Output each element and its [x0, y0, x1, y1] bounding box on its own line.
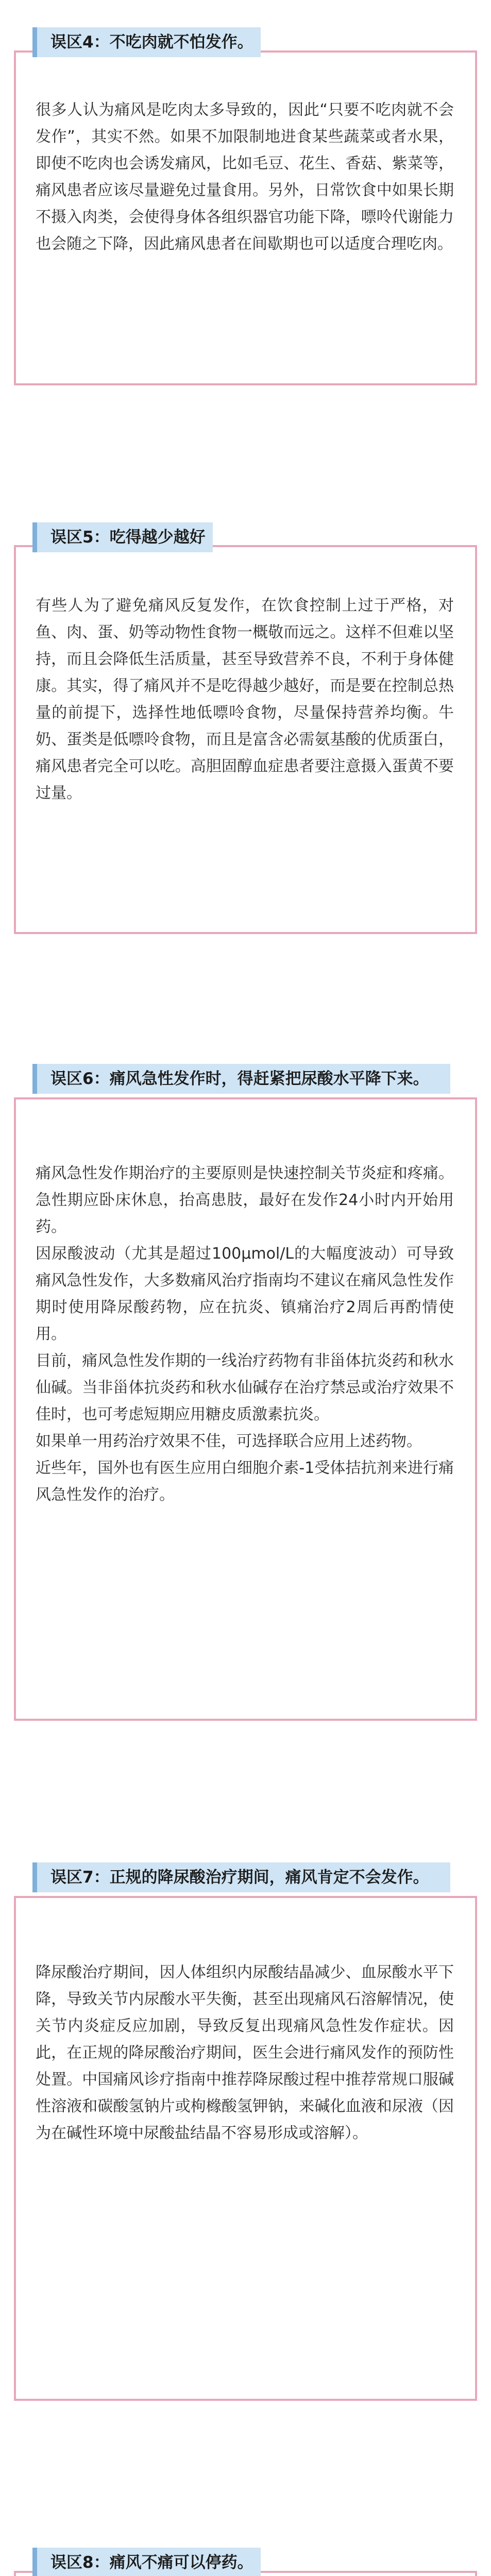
paragraph: 痛风急性发作期治疗的主要原则是快速控制关节炎症和疼痛。急性期应卧床休息，抬高患肢，最好在发作24小时内开始用药。 [36, 1164, 454, 1236]
paragraph: 有些人为了避免痛风反复发作，在饮食控制上过于严格，对鱼、肉、蛋、奶等动物性食物一概敬而远之。这样不但难以坚持，而且会降低生活质量，甚至导致营养不良，不利于身体健康。其实，得了痛风并不是吃得越少越好，而是要在控制总热量的前提下，选择性地低嘌呤食物，尽量保持营养均衡。牛奶、蛋类是低嘌呤食物，而且是富含必需氨基酸的优质蛋白，痛风患者完全可以吃。高胆固醇血症患者要注意摄入蛋黄不要过量。 [36, 597, 454, 802]
section-title-4: 误区4：不吃肉就不怕发作。 [32, 27, 261, 57]
section-title-8: 误区8：痛风不痛可以停药。 [32, 2548, 261, 2576]
paragraph: 降尿酸治疗期间，因人体组织内尿酸结晶减少、血尿酸水平下降，导致关节内尿酸水平失衡，甚至出现痛风石溶解情况，使关节内炎症反应加剧，导致反复出现痛风急性发作症状。因此，在正规的降尿酸治疗期间，医生会进行痛风发作的预防性处置。中国痛风诊疗指南中推荐降尿酸过程中推荐常规口服碱性溶液和碳酸氢钠片或枸橼酸氢钾钠，来碱化血液和尿液（因为在碱性环境中尿酸盐结晶不容易形成或溶解）。 [36, 1963, 454, 2142]
section-body-4 [36, 97, 454, 258]
paragraph: 因尿酸波动（尤其是超过100μmol/L的大幅度波动）可导致痛风急性发作，大多数痛风治疗指南均不建议在痛风急性发作期时使用降尿酸药物，应在抗炎、镇痛治疗2周后再酌情使用。 [36, 1245, 454, 1343]
section-title-7: 误区7：正规的降尿酸治疗期间，痛风肯定不会发作。 [32, 1862, 450, 1892]
section-body-6 [36, 1160, 454, 1509]
paragraph: 很多人认为痛风是吃肉太多导致的，因此“只要不吃肉就不会发作”，其实不然。如果不加限制地进食某些蔬菜或者水果，即使不吃肉也会诱发痛风，比如毛豆、花生、香菇、紫菜等，痛风患者应该尽量避免过量食用。另外，日常饮食中如果长期不摄入肉类，会使得身体各组织器官功能下降，嘌呤代谢能力也会随之下降，因此痛风患者在间歇期也可以适度合理吃肉。 [36, 101, 454, 253]
paragraph: 目前，痛风急性发作期的一线治疗药物有非甾体抗炎药和秋水仙碱。当非甾体抗炎药和秋水仙碱存在治疗禁忌或治疗效果不佳时，也可考虑短期应用糖皮质激素抗炎。 [36, 1352, 454, 1423]
section-body-5 [36, 592, 454, 807]
section-body-7 [36, 1959, 454, 2147]
paragraph: 近些年，国外也有医生应用白细胞介素-1受体拮抗剂来进行痛风急性发作的治疗。 [36, 1459, 454, 1504]
section-title-6: 误区6：痛风急性发作时，得赶紧把尿酸水平降下来。 [32, 1064, 450, 1094]
section-title-5: 误区5：吃得越少越好 [32, 522, 213, 552]
paragraph: 如果单一用药治疗效果不佳，可选择联合应用上述药物。 [36, 1432, 422, 1450]
